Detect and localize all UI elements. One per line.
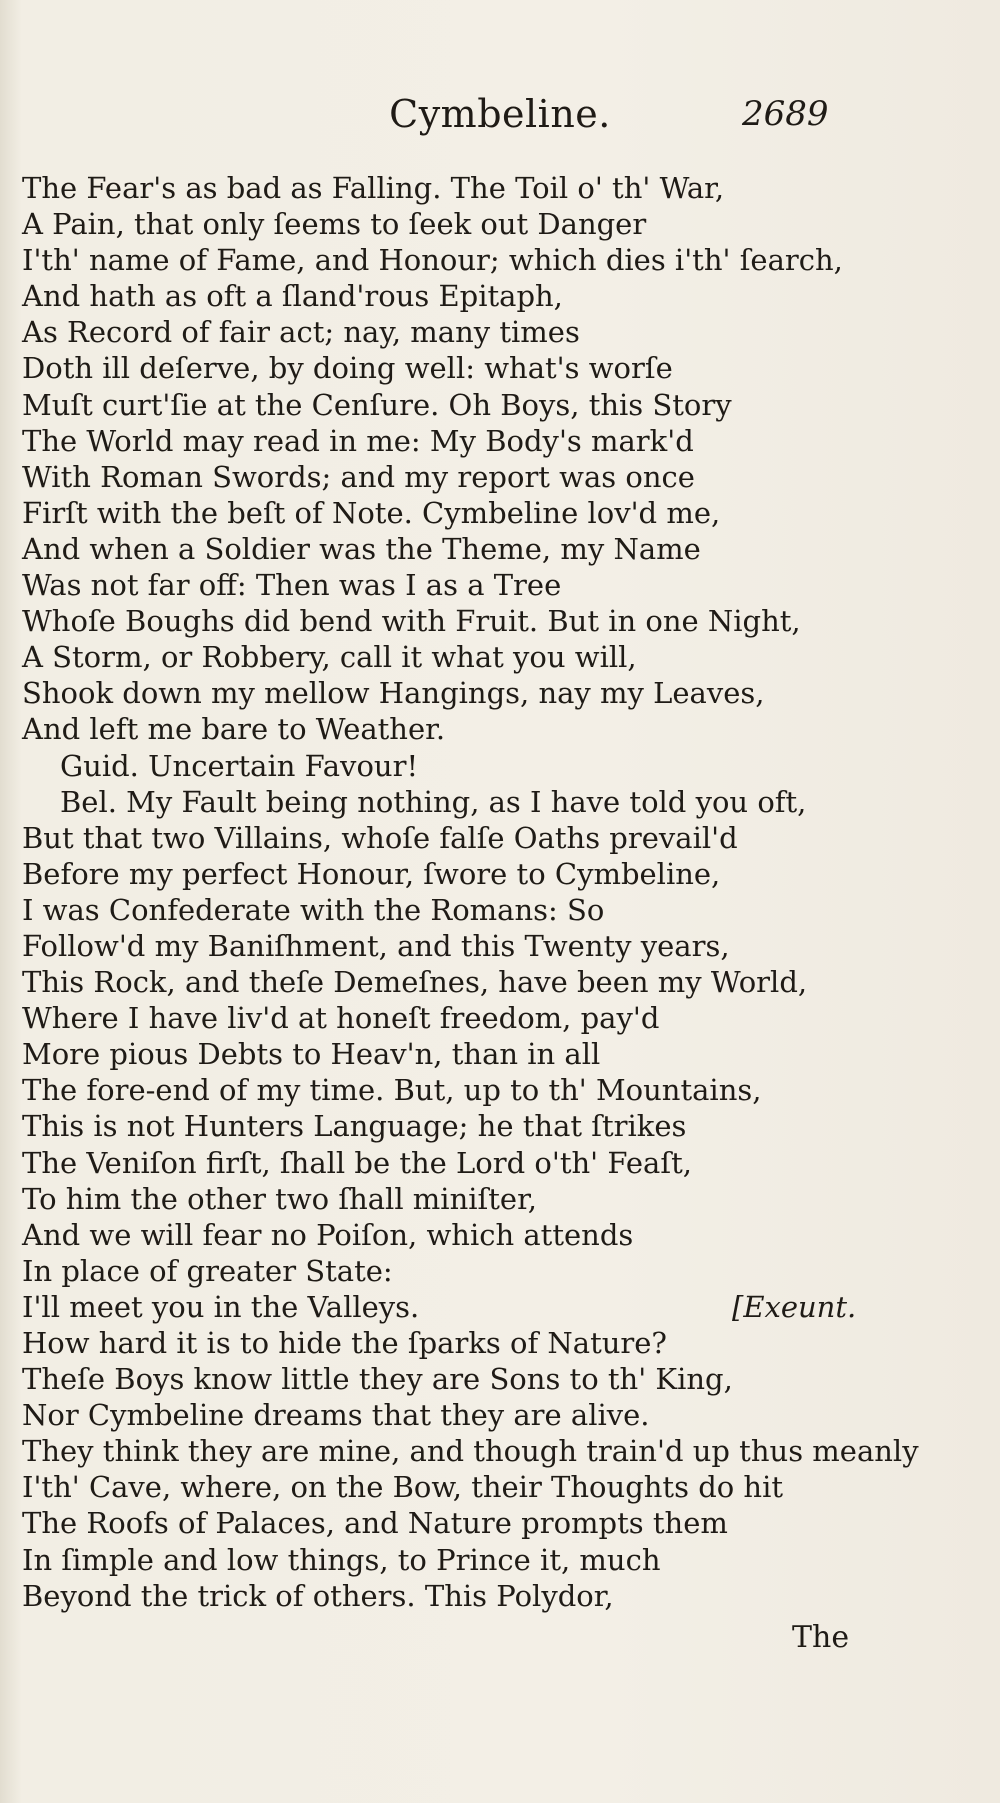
page-number: 2689 [742,94,829,134]
verse-line: Shook down my mellow Hangings, nay my Leaves, [22,676,765,711]
verse-line: Firſt with the beſt of Note. Cymbeline lov'd me, [22,495,721,530]
speech-line-guiderius: Guid. Uncertain Favour! [60,748,419,783]
verse-line: Muſt curt'ſie at the Cenſure. Oh Boys, this Story [22,387,732,422]
verse-line: And hath as oft a ſland'rous Epitaph, [22,279,563,314]
verse-line: Nor Cymbeline dreams that they are alive. [22,1398,650,1433]
verse-line: This is not Hunters Language; he that ſtrikes [22,1109,687,1144]
verse-line: I was Confederate with the Romans: So [22,892,605,927]
verse-line: But that two Villains, whoſe falſe Oaths prevail'd [22,820,738,855]
play-text [22,170,919,1614]
verse-line: The Fear's as bad as Falling. The Toil o' th' War, [22,171,725,205]
running-head-title: Cymbeline. [389,92,611,136]
stage-direction: [Exeunt. [732,1289,857,1324]
verse-line: Doth ill deſerve, by doing well: what's worſe [22,351,673,386]
verse-line: How hard it is to hide the ſparks of Nature? [22,1326,667,1360]
verse-line: I'th' Cave, where, on the Bow, their Thoughts do hit [22,1470,784,1505]
verse-line: They think they are mine, and though train'd up thus meanly [22,1434,919,1469]
verse-line: With Roman Swords; and my report was once [22,459,695,494]
verse-line: I'th' name of Fame, and Honour; which dies i'th' ſearch, [22,243,843,278]
verse-line: The Veniſon firſt, ſhall be the Lord o'th' Feaſt, [22,1145,692,1180]
verse-line: Before my perfect Honour, ſwore to Cymbeline, [22,856,721,891]
verse-text: I'll meet you in the Valleys. [22,1289,420,1324]
verse-line: And when a Soldier was the Theme, my Name [22,531,701,566]
verse-line: In place of greater State: [22,1253,393,1288]
verse-line: Beyond the trick of others. This Polydor, [22,1578,614,1613]
verse-line: To him the other two ſhall miniſter, [22,1181,537,1216]
verse-line: And left me bare to Weather. [22,712,446,747]
verse-line: The World may read in me: My Body's mark'd [22,423,694,458]
verse-line: As Record of fair act; nay, many times [22,315,580,350]
verse-line: More pious Debts to Heav'n, than in all [22,1037,601,1072]
speech-line-belarius: Bel. My Fault being nothing, as I have told you oft, [60,784,807,819]
verse-line: Theſe Boys know little they are Sons to th' King, [22,1362,733,1397]
verse-line: Follow'd my Baniſhment, and this Twenty years, [22,928,730,963]
verse-line: Was not far off: Then was I as a Tree [22,568,562,603]
verse-line: In ſimple and low things, to Prince it, much [22,1542,661,1577]
catchword: The [792,1620,850,1655]
verse-line-exeunt [22,1289,872,1325]
verse-line: This Rock, and theſe Demeſnes, have been my World, [22,965,808,1000]
verse-line: The fore-end of my time. But, up to th' Mountains, [22,1073,762,1108]
verse-line: Where I have liv'd at honeſt freedom, pay'd [22,1001,660,1036]
verse-line: And we will fear no Poiſon, which attends [22,1217,634,1252]
verse-line: A Storm, or Robbery, call it what you will, [22,640,637,675]
verse-line: The Roofs of Palaces, and Nature prompts them [22,1506,728,1541]
verse-line: A Pain, that only ſeems to ſeek out Danger [22,207,647,242]
verse-line: Whoſe Boughs did bend with Fruit. But in one Night, [22,604,801,639]
